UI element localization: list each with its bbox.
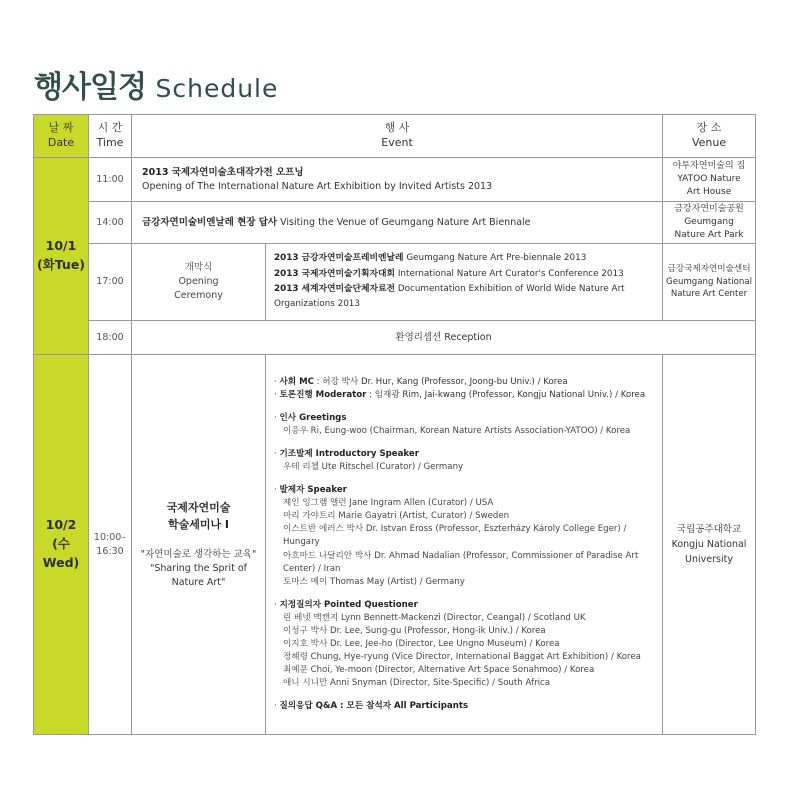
event-cell — [266, 244, 663, 321]
list-item: · 기조발제 Introductory Speaker — [274, 449, 419, 460]
list-item: · 사회 MC : 허강 박사 Dr. Hur, Kang (Professor, Joong-bu Univ.) / Korea — [274, 376, 568, 387]
page-title-en: Schedule — [155, 74, 279, 103]
list-item: · 인사 Greetings — [274, 412, 347, 423]
table-row — [34, 244, 756, 321]
page-title — [34, 62, 278, 106]
time-cell: 11:00 — [89, 158, 132, 202]
table-row — [34, 158, 756, 202]
table-row — [34, 202, 756, 244]
list-item: 2013 세계자연미술단체자료전 Documentation Exhibition of World Wide Nature Art Organizations 2013 — [274, 284, 625, 310]
list-item: · 질의응답 Q&A : 모든 참석자 All Participants — [274, 701, 469, 712]
time-cell: 14:00 — [89, 202, 132, 244]
time-cell: 18:00 — [89, 321, 132, 355]
table-row — [34, 321, 756, 355]
event-cell: 2013 국제자연미술초대작가전 오프닝 Opening of The International Nature Art Exhibition by Invited Artists 2013 — [132, 158, 663, 202]
reception-cell: 환영리셉션 Reception — [132, 321, 756, 355]
list-item: 2013 국제자연미술기획자대회 International Nature Art Curator's Conference 2013 — [274, 268, 624, 279]
seminar-subtitle: "자연미술로 생각하는 교육" "Sharing the Sprit of Nature Art" — [140, 548, 257, 589]
header-time: 시 간 Time — [89, 115, 132, 158]
list-item: · 발제자 Speaker — [274, 485, 347, 496]
seminar-details: · 사회 MC : 허강 박사 Dr. Hur, Kang (Professor, Joong-bu Univ.) / Korea · 토론진행 Moderator : 임재광 Rim, Jai-kwang (Professor, Kongju National Univ.) / Korea · 인사 Greetings 이응우 Ri, Eung-woo (Chairman, Korean Nature Artists Association-YATOO) / Korea · 기조발제 Introductory Speaker 우테 리첼 Ute Ritschel (Curator) / Germany · 발제자 Speaker 제인 잉그램 앨런 Jane Ingram Allen (Curator) / USA 마리 가야트리 Marie Gayatri (Artist, Curator) / Sweden 이스트반 에러스 박사 Dr. Istvan Eross (Professor, Eszterházy Károly College Eger) / Hungary 아흐마드 나달리안 박사 Dr. Ahmad Nadalian (Professor, Commissioner of Paradise Art Center) / Iran 토마스 메이 Thomas May (Artist) / Germany · 지정질의자 Pointed Questioner 린 베넷 맥캔지 Lynn Bennett-Mackenzi (Director, Ceangal) / Scotland UK 이성구 박사 Dr. Lee, Sung-gu (Professor, Hong-ik Univ.) / Korea 이지호 박사 Dr. Lee, Jee-ho (Director, Lee Ungno Museum) / Korea 정혜령 Chung, Hye-ryung (Vice Director, International Baggat Art Exhibition) / Korea 최예문 Choi, Ye-moon (Director, Alternative Art Space Sonahmoo) / Korea 애니 시니만 Anni Snyman (Director, Site-Specific) / South Africa · 질의응답 Q&A : 모든 참석자 All Participants — [266, 355, 663, 735]
venue-cell: 야투자연미술의 집 YATOO Nature Art House — [663, 158, 756, 202]
seminar-cell: 국제자연미술 학술세미나 Ⅰ "자연미술로 생각하는 교육" "Sharing the Sprit of Nature Art" — [132, 355, 266, 735]
venue-cell: 국립공주대학교 Kongju National University — [663, 355, 756, 735]
header-date: 날 짜 Date — [34, 115, 89, 158]
table-row — [34, 355, 756, 735]
date-cell-day2: 10/2 (수Wed) — [34, 355, 89, 735]
header-event: 행 사 Event — [132, 115, 663, 158]
venue-cell: 금강자연미술공원 Geumgang Nature Art Park — [663, 202, 756, 244]
page-title-ko: 행사일정 — [34, 70, 146, 105]
ceremony-cell: 개막식 Opening Ceremony — [132, 244, 266, 321]
time-cell: 17:00 — [89, 244, 132, 321]
list-item: 2013 금강자연미술프레비엔날레 Geumgang Nature Art Pre-biennale 2013 — [274, 253, 587, 264]
time-cell: 10:00– 16:30 — [89, 355, 132, 735]
list-item: · 지정질의자 Pointed Questioner — [274, 599, 418, 610]
venue-cell: 금강국제자연미술센터 Geumgang National Nature Art Center — [663, 244, 756, 321]
header-row — [34, 115, 756, 158]
date-cell-day1: 10/1 (화Tue) — [34, 158, 89, 355]
header-venue: 장 소 Venue — [663, 115, 756, 158]
schedule-table — [33, 114, 756, 735]
list-item: · 토론진행 Moderator : 임재광 Rim, Jai-kwang (Professor, Kongju National Univ.) / Korea — [274, 389, 646, 400]
event-cell: 금강자연미술비엔날레 현장 답사 Visiting the Venue of Geumgang Nature Art Biennale — [132, 202, 663, 244]
